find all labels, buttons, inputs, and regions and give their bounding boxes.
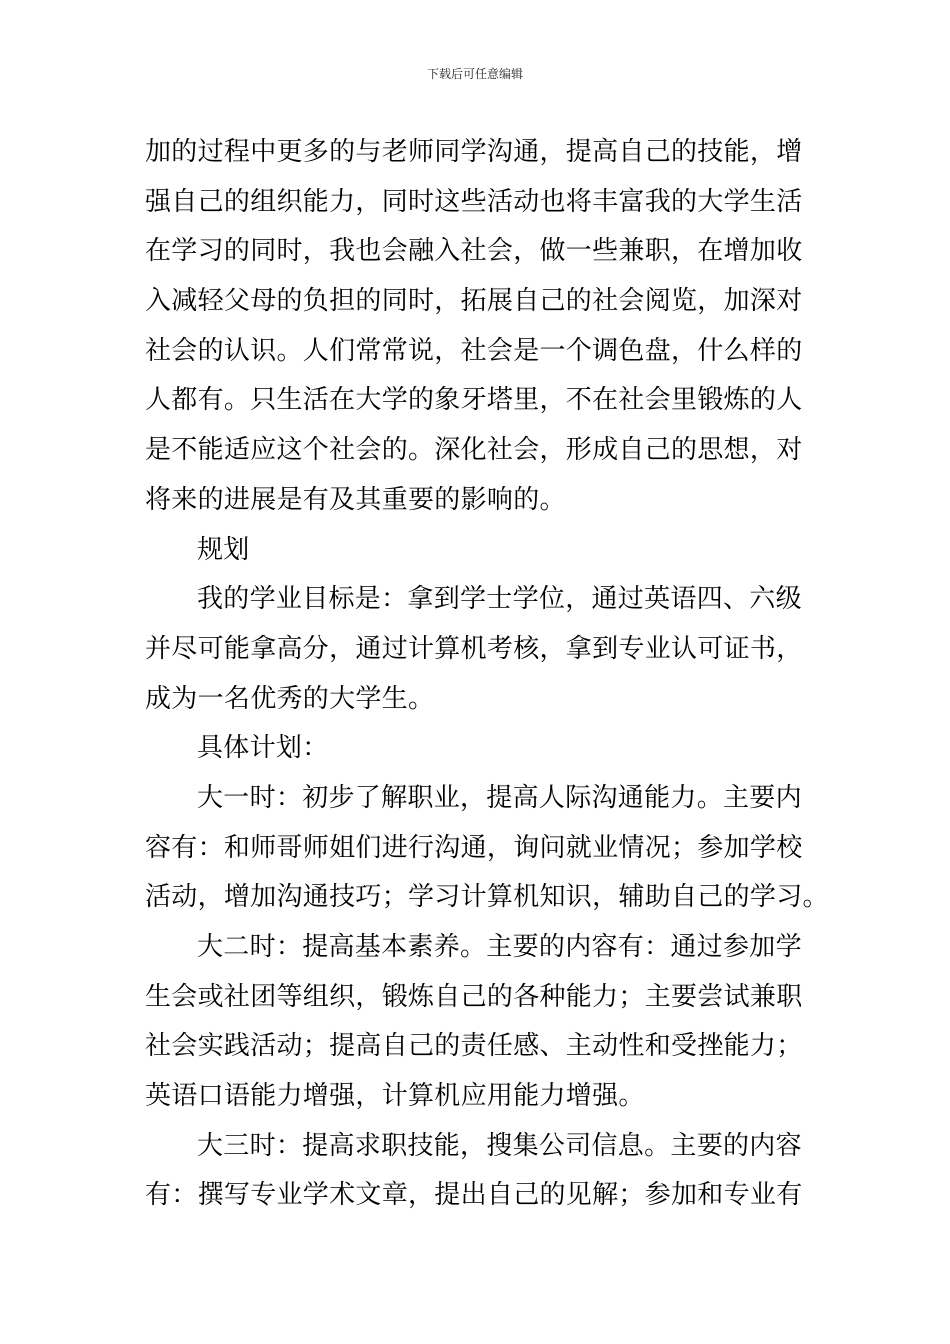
body-line: 活动，增加沟通技巧；学习计算机知识，辅助自己的学习。	[145, 882, 829, 913]
section-heading: 具体计划：	[197, 733, 329, 764]
page-header: 下载后可任意编辑	[426, 67, 523, 81]
body-line: 大一时：初步了解职业，提高人际沟通能力。主要内	[197, 782, 802, 813]
body-line: 是不能适应这个社会的。深化社会，形成自己的思想，对	[145, 435, 803, 466]
body-line: 我的学业目标是：拿到学士学位，通过英语四、六级	[197, 584, 802, 615]
body-line: 社会实践活动；提高自己的责任感、主动性和受挫能力；	[145, 1031, 803, 1062]
section-heading: 规划	[197, 534, 250, 565]
body-line: 人都有。只生活在大学的象牙塔里，不在社会里锻炼的人	[145, 385, 803, 416]
body-line: 有：撰写专业学术文章，提出自己的见解；参加和专业有	[145, 1180, 803, 1211]
body-line: 强自己的组织能力，同时这些活动也将丰富我的大学生活	[145, 186, 803, 217]
document-body	[145, 128, 829, 1221]
body-line: 将来的进展是有及其重要的影响的。	[145, 484, 566, 515]
body-line: 英语口语能力增强，计算机应用能力增强。	[145, 1081, 645, 1112]
body-line: 社会的认识。人们常常说，社会是一个调色盘，什么样的	[145, 335, 803, 366]
body-line: 大三时：提高求职技能，搜集公司信息。主要的内容	[197, 1130, 802, 1161]
body-line: 成为一名优秀的大学生。	[145, 683, 435, 714]
body-line: 并尽可能拿高分，通过计算机考核，拿到专业认可证书，	[145, 633, 803, 664]
body-line: 大二时：提高基本素养。主要的内容有：通过参加学	[197, 932, 802, 962]
body-line: 生会或社团等组织，锻炼自己的各种能力；主要尝试兼职	[145, 981, 803, 1012]
body-line: 在学习的同时，我也会融入社会，做一些兼职，在增加收	[145, 236, 803, 267]
body-line: 加的过程中更多的与老师同学沟通，提高自己的技能，增	[145, 137, 803, 167]
body-line: 容有：和师哥师姐们进行沟通，询问就业情况；参加学校	[145, 832, 803, 863]
body-line: 入减轻父母的负担的同时，拓展自己的社会阅览，加深对	[145, 286, 803, 317]
